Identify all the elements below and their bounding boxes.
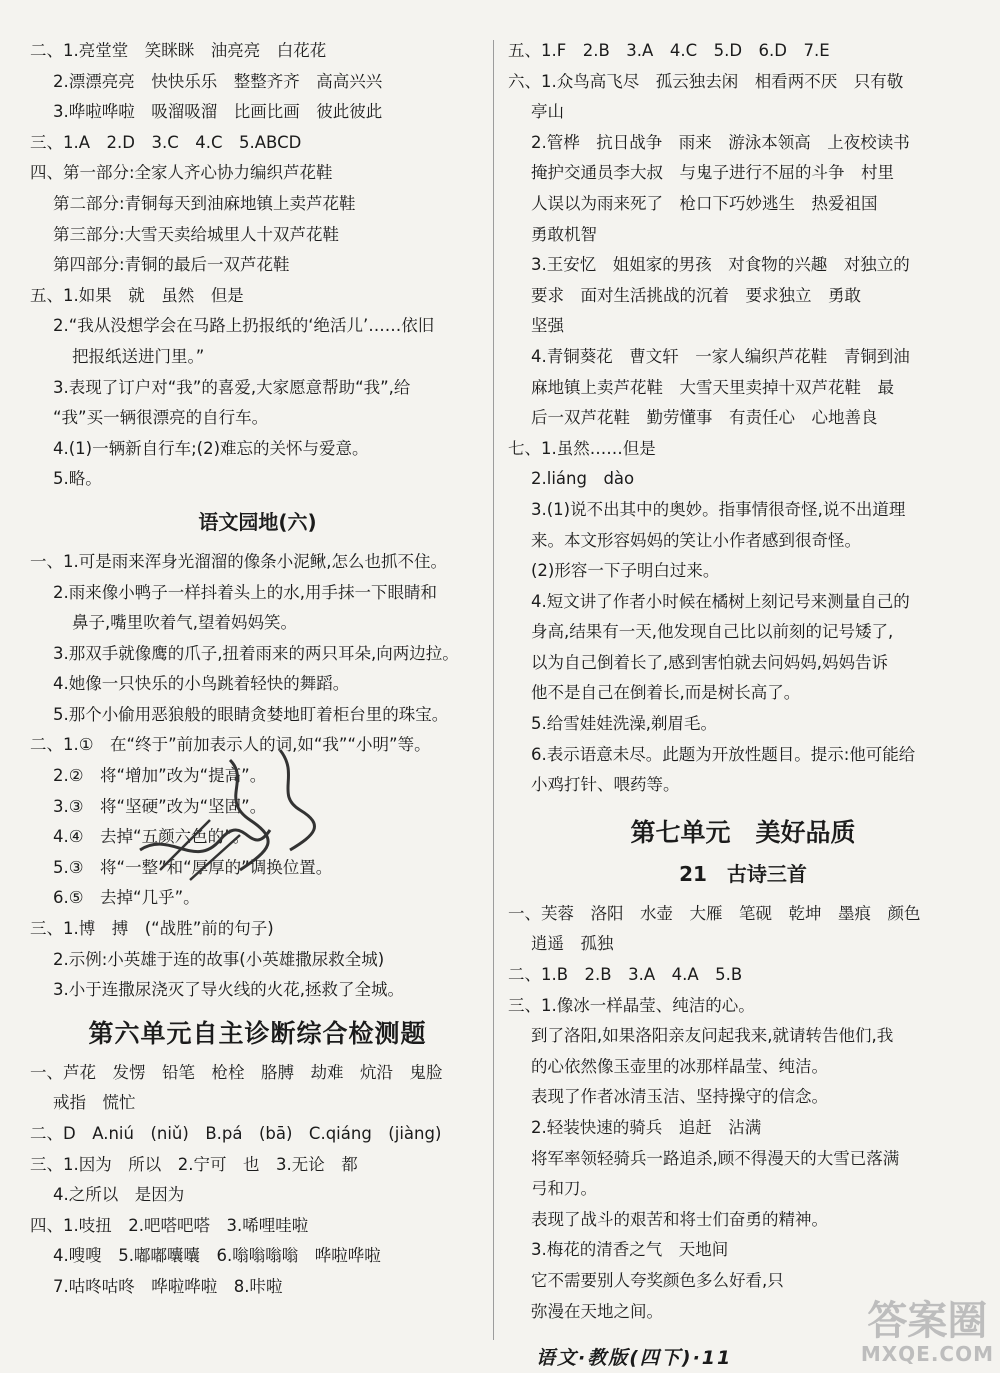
answer-line: 后一双芦花鞋 勤劳懂事 有责任心 心地善良 bbox=[531, 408, 878, 428]
answer-line: 戒指 慌忙 bbox=[53, 1093, 136, 1113]
answer-line: 鼻子,嘴里吹着气,望着妈妈笑。 bbox=[72, 613, 297, 633]
answer-line: 5.给雪娃娃洗澡,剃眉毛。 bbox=[531, 714, 717, 734]
answer-line: 4.④ 去掉“五颜六色的”。 bbox=[53, 827, 250, 847]
answer-line: 一、1.可是雨来浑身光溜溜的像条小泥鳅,怎么也抓不住。 bbox=[30, 551, 447, 571]
answer-line: 2.② 将“增加”改为“提高”。 bbox=[53, 766, 267, 786]
watermark-site: MXQE.COM bbox=[860, 1342, 994, 1366]
answer-line: 来。本文形容妈妈的笑让小作者感到很奇怪。 bbox=[531, 530, 861, 550]
handwritten-scribble bbox=[100, 740, 340, 890]
answer-line: 2.“我从没想学会在马路上扔报纸的‘绝活儿’……依旧 bbox=[53, 316, 435, 336]
answer-line: 3.王安忆 姐姐家的男孩 对食物的兴趣 对独立的 bbox=[531, 255, 910, 275]
unit6-test-answers-continued bbox=[508, 36, 978, 801]
answer-line: 2.管桦 抗日战争 雨来 游泳本领高 上夜校读书 bbox=[531, 132, 910, 152]
answer-line: 以为自己倒着长了,感到害怕就去问妈妈,妈妈告诉 bbox=[531, 652, 888, 672]
answer-line: 3.(1)说不出其中的奥妙。指事情很奇怪,说不出道理 bbox=[531, 499, 906, 519]
answer-line: 表现了作者冰清玉洁、坚持操守的信念。 bbox=[531, 1087, 828, 1107]
unit6-test-answers bbox=[30, 1058, 485, 1303]
answer-line: 第二部分:青铜每天到油麻地镇上卖芦花鞋 bbox=[53, 193, 356, 213]
answer-line: 要求 面对生活挑战的沉着 要求独立 勇敢 bbox=[531, 285, 861, 305]
answer-line: 麻地镇上卖芦花鞋 大雪天里卖掉十双芦花鞋 最 bbox=[531, 377, 894, 397]
answer-line: 弓和刀。 bbox=[531, 1179, 597, 1199]
right-column bbox=[508, 36, 978, 1327]
answer-line: 他不是自己在倒着长,而是树长高了。 bbox=[531, 683, 801, 703]
answer-line: 三、1.像冰一样晶莹、纯洁的心。 bbox=[508, 995, 755, 1015]
answer-line: 3.哗啦哗啦 吸溜吸溜 比画比画 彼此彼此 bbox=[53, 102, 383, 122]
answer-line: 掩护交通员李大叔 与鬼子进行不屈的斗争 村里 bbox=[531, 163, 894, 183]
answer-line: 二、1.① 在“终于”前加表示人的词,如“我”“小明”等。 bbox=[30, 735, 431, 755]
answer-line: 4.短文讲了作者小时候在橘树上刻记号来测量自己的 bbox=[531, 591, 910, 611]
answer-line: 4.她像一只快乐的小鸟跳着轻快的舞蹈。 bbox=[53, 674, 350, 694]
answer-line: 2.轻装快速的骑兵 追赶 沾满 bbox=[531, 1118, 762, 1137]
answer-line: 2.liáng dào bbox=[531, 469, 635, 489]
answer-line: 坚强 bbox=[531, 316, 564, 336]
answer-line: 6.⑤ 去掉“几乎”。 bbox=[53, 888, 200, 908]
section-title-unit6-test: 第六单元自主诊断综合检测题 bbox=[88, 1018, 427, 1048]
answer-line: 五、1.如果 就 虽然 但是 bbox=[30, 285, 244, 305]
page-footer: 语文·教版(四下)·11 bbox=[536, 1347, 733, 1369]
answer-line: 它不需要别人夸奖颜色多么好看,只 bbox=[531, 1270, 784, 1290]
column-divider bbox=[493, 40, 494, 1340]
answer-line: 6.表示语意未尽。此题为开放性题目。提示:他可能给 bbox=[531, 744, 916, 764]
answer-line: 三、1.因为 所以 2.宁可 也 3.无论 都 bbox=[30, 1154, 358, 1174]
answer-line: 2.雨来像小鸭子一样抖着头上的水,用手抹一下眼睛和 bbox=[53, 582, 437, 602]
answer-line: 亭山 bbox=[531, 102, 564, 122]
answer-line: 四、1.吱扭 2.吧嗒吧嗒 3.唏哩哇啦 bbox=[30, 1215, 309, 1235]
watermark-logo-text: 答案圈 bbox=[867, 1298, 988, 1344]
answer-line: 3.小于连撒尿浇灭了导火线的火花,拯救了全城。 bbox=[53, 980, 404, 1000]
answer-line: 4.之所以 是因为 bbox=[53, 1185, 185, 1205]
answer-line: 二、1.亮堂堂 笑眯眯 油亮亮 白花花 bbox=[30, 41, 327, 60]
lesson21-answers bbox=[508, 899, 978, 1327]
answer-line: 五、1.F 2.B 3.A 4.C 5.D 6.D 7.E bbox=[508, 41, 830, 60]
answer-line: 三、1.博 搏 (“战胜”前的句子) bbox=[30, 919, 274, 939]
answer-line: 一、芦花 发愣 铅笔 枪栓 胳膊 劫难 炕沿 鬼脸 bbox=[30, 1062, 443, 1082]
unit7-title: 第七单元 美好品质 bbox=[630, 817, 856, 847]
answer-line: 2.漂漂亮亮 快快乐乐 整整齐齐 高高兴兴 bbox=[53, 71, 383, 91]
answer-line: 3.表现了订户对“我”的喜爱,大家愿意帮助“我”,给 bbox=[53, 377, 411, 397]
answer-line: 四、第一部分:全家人齐心协力编织芦花鞋 bbox=[30, 163, 333, 183]
answer-line: 3.梅花的清香之气 天地间 bbox=[531, 1240, 729, 1260]
answer-line: 三、1.A 2.D 3.C 4.C 5.ABCD bbox=[30, 132, 302, 152]
answer-line: 3.③ 将“坚硬”改为“坚固”。 bbox=[53, 796, 267, 816]
answer-line: 逍遥 孤独 bbox=[531, 934, 614, 954]
answer-line: 勇敢机智 bbox=[531, 224, 597, 244]
answer-line: 身高,结果有一天,他发现自己比以前刻的记号矮了, bbox=[531, 622, 894, 642]
answer-line: 将军率领轻骑兵一路追杀,顾不得漫天的大雪已落满 bbox=[531, 1148, 900, 1168]
unit5-answers bbox=[30, 36, 485, 495]
answer-line: 7.咕咚咕咚 哗啦哗啦 8.咔啦 bbox=[53, 1276, 283, 1296]
answer-line: 弥漫在天地之间。 bbox=[531, 1301, 663, 1321]
answer-line: 到了洛阳,如果洛阳亲友问起我来,就请转告他们,我 bbox=[531, 1026, 894, 1046]
answer-line: (2)形容一下子明白过来。 bbox=[531, 561, 720, 581]
answer-line: 第三部分:大雪天卖给城里人十双芦花鞋 bbox=[53, 224, 340, 244]
answer-line: 5.③ 将“一整”和“厚厚的”调换位置。 bbox=[53, 857, 333, 877]
answer-line: 人误以为雨来死了 枪口下巧妙逃生 热爱祖国 bbox=[531, 193, 878, 213]
answer-line: 小鸡打针、喂药等。 bbox=[531, 775, 680, 795]
answer-line: 2.示例:小英雄于连的故事(小英雄撒尿救全城) bbox=[53, 949, 385, 969]
answer-line: 的心依然像玉壶里的冰那样晶莹、纯洁。 bbox=[531, 1056, 828, 1076]
answer-line: 4.青铜葵花 曹文轩 一家人编织芦花鞋 青铜到油 bbox=[531, 346, 910, 366]
answer-line: 5.那个小偷用恶狼般的眼睛贪婪地盯着柜台里的珠宝。 bbox=[53, 704, 449, 724]
answer-line: 4.嗖嗖 5.嘟嘟囔囔 6.嗡嗡嗡嗡 哗啦哗啦 bbox=[53, 1246, 381, 1266]
answer-line: 表现了战斗的艰苦和将士们奋勇的精神。 bbox=[531, 1209, 828, 1229]
answer-line: 一、芙蓉 洛阳 水壶 大雁 笔砚 乾坤 墨痕 颜色 bbox=[508, 903, 921, 923]
answer-line: 二、1.B 2.B 3.A 4.A 5.B bbox=[508, 965, 743, 985]
answer-line: 六、1.众鸟高飞尽 孤云独去闲 相看两不厌 只有敬 bbox=[508, 71, 904, 91]
answer-line: “我”买一辆很漂亮的自行车。 bbox=[53, 408, 269, 428]
answer-line: 把报纸送进门里。” bbox=[72, 346, 205, 366]
answer-line: 二、D A.niú (niǔ) B.pá (bā) C.qiáng (jiàng) bbox=[30, 1124, 442, 1143]
left-column bbox=[30, 36, 485, 1303]
answer-line: 4.(1)一辆新自行车;(2)难忘的关怀与爱意。 bbox=[53, 438, 369, 458]
watermark-logo bbox=[861, 1299, 994, 1365]
answer-line: 3.那双手就像鹰的爪子,扭着雨来的两只耳朵,向两边拉。 bbox=[53, 643, 459, 663]
section-title-garden6: 语文园地(六) bbox=[198, 509, 317, 534]
lesson21-title: 21 古诗三首 bbox=[679, 861, 807, 886]
answer-line: 七、1.虽然……但是 bbox=[508, 438, 656, 458]
answer-line: 第四部分:青铜的最后一双芦花鞋 bbox=[53, 255, 290, 275]
answer-line: 5.略。 bbox=[53, 469, 102, 489]
